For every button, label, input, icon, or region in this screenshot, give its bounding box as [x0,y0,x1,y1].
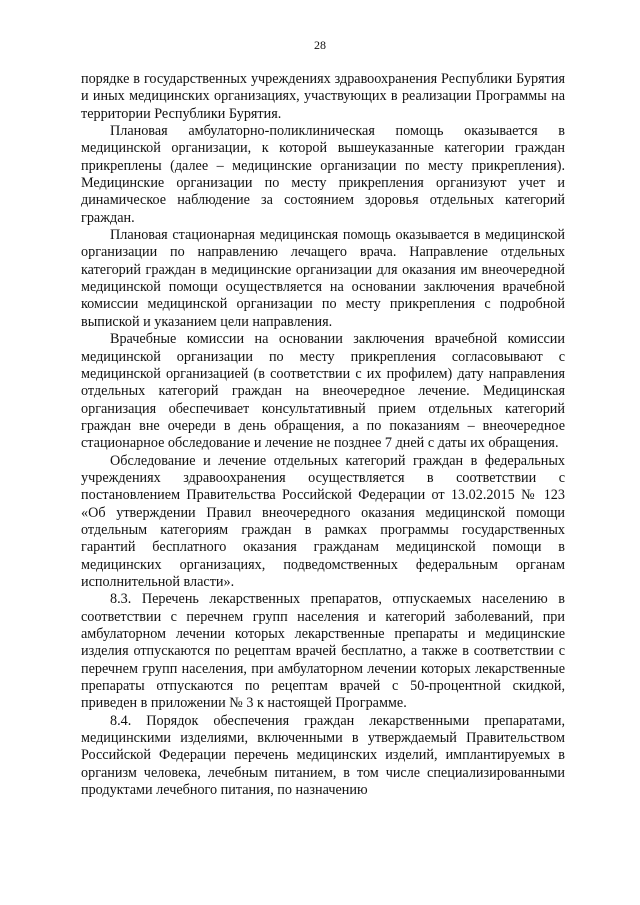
paragraph-section-8-4: 8.4. Порядок обеспечения граждан лекарственными препаратами, медицинскими изделиями, включенными в утверждаемый Правительством Российской Федерации перечень медицинских изделий, имплантируемых в организм человека, лечебным питанием, в том числе специализированными продуктами лечебного питания, по назначению [81,712,565,799]
paragraph-outpatient-care: Плановая амбулаторно-поликлиническая помощь оказывается в медицинской организации, к которой вышеуказанные категории граждан прикреплены (далее – медицинские организации по месту прикрепления). Медицинские организации по месту прикрепления организуют учет и динамическое наблюдение за состоянием здоровья отдельных категорий граждан. [81,123,565,226]
document-body [81,71,565,799]
paragraph-medical-commissions: Врачебные комиссии на основании заключения врачебной комиссии медицинской организации по месту прикрепления согласовывают с медицинской организацией (в соответствии с их профилем) дату направления отдельных категорий граждан на внеочередное лечение. Медицинская организация обеспечивает консультативный прием отдельных категорий граждан вне очереди в день обращения, а по показаниям – внеочередное стационарное обследование и лечение не позднее 7 дней с даты их обращения. [81,331,565,452]
page-number: 28 [314,38,326,52]
paragraph-inpatient-care: Плановая стационарная медицинская помощь оказывается в медицинской организации по направлению лечащего врача. Направление отдельных категорий граждан в медицинские организации для оказания им внеочередной медицинской помощи осуществляется на основании заключения врачебной комиссии медицинской организации по месту прикрепления с подробной выпиской и указанием цели направления. [81,227,565,330]
paragraph-federal-institutions: Обследование и лечение отдельных категорий граждан в федеральных учреждениях здравоохранения осуществляется в соответствии с постановлением Правительства Российской Федерации от 13.02.2015 № 123 «Об утверждении Правил внеочередного оказания медицинской помощи отдельным категориям граждан в рамках программы государственных гарантий бесплатного оказания гражданам медицинской помощи в медицинских организациях, подведомственных федеральным органам исполнительной власти». [81,452,565,590]
paragraph-section-8-3: 8.3. Перечень лекарственных препаратов, отпускаемых населению в соответствии с перечнем групп населения и категорий заболеваний, при амбулаторном лечении которых лекарственные препараты и медицинские изделия отпускаются по рецептам врачей бесплатно, а также в соответствии с перечнем групп населения, при амбулаторном лечении которых лекарственные препараты отпускаются по рецептам врачей с 50-процентной скидкой, приведен в приложении № 3 к настоящей Программе. [81,591,565,712]
paragraph-continuation: порядке в государственных учреждениях здравоохранения Республики Бурятия и иных медицинских организациях, участвующих в реализации Программы на территории Республики Бурятия. [81,71,565,122]
